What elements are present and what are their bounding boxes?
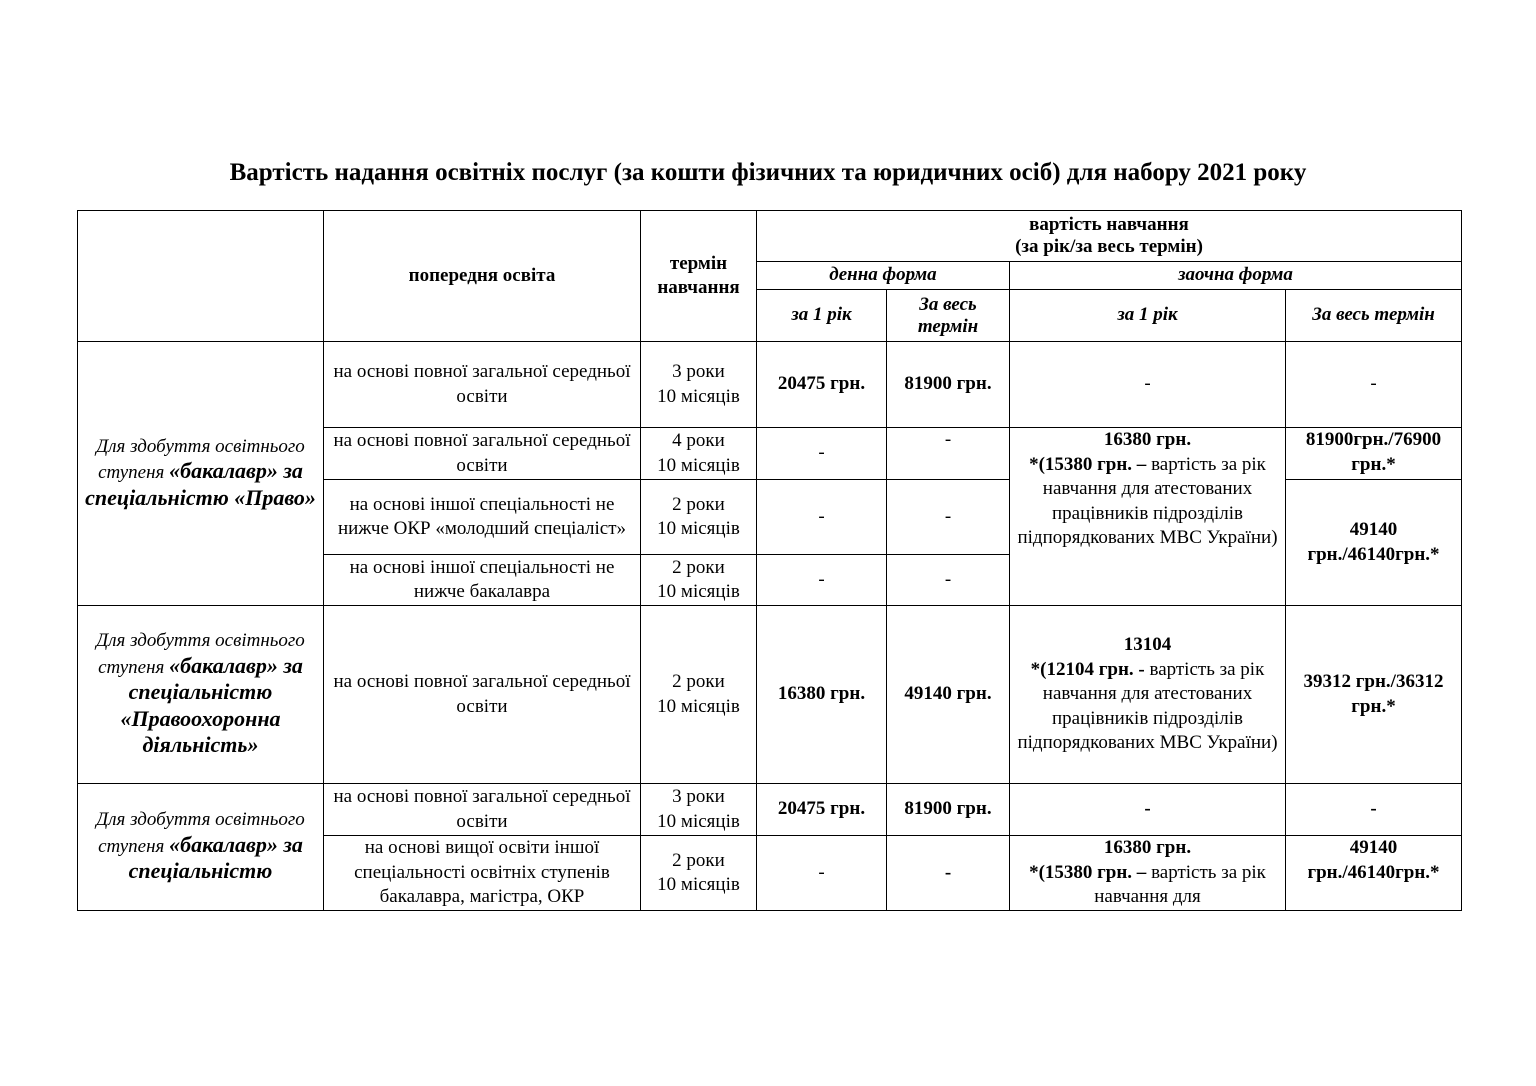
page-title: Вартість надання освітніх послуг (за кошти фізичних та юридичних осіб) для набору 2021 року <box>229 159 1307 186</box>
ext-total-cell: 49140 грн./46140грн.* <box>1286 836 1462 911</box>
term-cell: 3 роки 10 місяців <box>641 784 757 836</box>
ext-total-cell: - <box>1286 784 1462 836</box>
term-cell: 2 роки 10 місяців <box>641 606 757 784</box>
day-year-cell: 16380 грн. <box>757 606 887 784</box>
ext-total-cell: - <box>1286 342 1462 428</box>
day-year-cell: 20475 грн. <box>757 784 887 836</box>
program-label <box>78 784 324 911</box>
prev-education-cell: на основі іншої спеціальності не нижче бакалавра <box>324 555 641 606</box>
header-day-total: За весь термін <box>887 290 1010 342</box>
header-ext-year: за 1 рік <box>1010 290 1286 342</box>
day-year-cell: 20475 грн. <box>757 342 887 428</box>
header-row <box>78 211 1462 262</box>
day-total-cell: - <box>887 428 1010 480</box>
prev-education-cell: на основі повної загальної середньої освіти <box>324 784 641 836</box>
ext-year-price: 13104 *(12104 грн. - <box>1030 634 1172 680</box>
term-cell: 2 роки 10 місяців <box>641 555 757 606</box>
ext-year-cell: - <box>1010 784 1286 836</box>
day-total-cell: - <box>887 836 1010 911</box>
program-label-name: «бакалавр» за спеціальністю «Право» <box>85 458 316 510</box>
ext-year-cell <box>1010 836 1286 911</box>
header-cost: вартість навчання (за рік/за весь термін) <box>757 211 1462 262</box>
day-year-cell: - <box>757 480 887 555</box>
header-term: термін навчання <box>641 211 757 342</box>
header-empty-cell <box>78 211 324 342</box>
tuition-table <box>77 210 1462 911</box>
day-total-cell: 81900 грн. <box>887 784 1010 836</box>
term-cell: 4 роки 10 місяців <box>641 428 757 480</box>
ext-total-cell: 39312 грн./36312 грн.* <box>1286 606 1462 784</box>
prev-education-cell: на основі іншої спеціальності не нижче ОКР «молодший спеціаліст» <box>324 480 641 555</box>
table-row <box>78 606 1462 784</box>
ext-total-cell: 81900грн./76900 грн.* <box>1286 428 1462 480</box>
table-row <box>78 784 1462 836</box>
ext-year-price: 16380 грн. *(15380 грн. – <box>1029 429 1192 475</box>
term-cell: 2 роки 10 місяців <box>641 480 757 555</box>
program-label-name: «бакалавр» за спеціальністю «Правоохоронна діяльність» <box>120 652 303 758</box>
ext-year-cell <box>1010 606 1286 784</box>
program-label-prefix: Для здобуття освітнього ступеня <box>96 435 305 484</box>
day-year-cell: - <box>757 836 887 911</box>
prev-education-cell: на основі вищої освіти іншої спеціальності освітніх ступенів бакалавра, магістра, ОКР <box>324 836 641 911</box>
ext-year-note: вартість за рік навчання для <box>1094 861 1266 907</box>
ext-total-cell: 49140 грн./46140грн.* <box>1286 480 1462 606</box>
header-extramural-form: заочна форма <box>1010 262 1462 290</box>
header-ext-total: За весь термін <box>1286 290 1462 342</box>
program-label-prefix: Для здобуття освітнього ступеня <box>96 809 305 857</box>
ext-year-cell: - <box>1010 342 1286 428</box>
prev-education-cell: на основі повної загальної середньої освіти <box>324 342 641 428</box>
program-label-prefix: Для здобуття освітнього ступеня <box>96 630 305 678</box>
ext-year-note: вартість за рік навчання для атестованих працівників підрозділів підпорядкованих МВС України) <box>1017 453 1278 548</box>
ext-year-note: вартість за рік навчання для атестованих працівників підрозділів підпорядкованих МВС України) <box>1017 658 1278 754</box>
program-label <box>78 342 324 606</box>
day-year-cell: - <box>757 555 887 606</box>
program-label-name: «бакалавр» за спеціальністю <box>128 831 303 884</box>
day-total-cell: 49140 грн. <box>887 606 1010 784</box>
day-total-cell: - <box>887 555 1010 606</box>
header-day-form: денна форма <box>757 262 1010 290</box>
day-total-cell: - <box>887 480 1010 555</box>
day-year-cell: - <box>757 428 887 480</box>
program-label <box>78 606 324 784</box>
header-prev-education: попередня освіта <box>324 211 641 342</box>
prev-education-cell: на основі повної загальної середньої освіти <box>324 606 641 784</box>
prev-education-cell: на основі повної загальної середньої освіти <box>324 428 641 480</box>
term-cell: 3 роки 10 місяців <box>641 342 757 428</box>
ext-year-price: 16380 грн. *(15380 грн. – <box>1029 837 1192 883</box>
term-cell: 2 роки 10 місяців <box>641 836 757 911</box>
ext-year-cell <box>1010 428 1286 606</box>
header-day-year: за 1 рік <box>757 290 887 342</box>
day-total-cell: 81900 грн. <box>887 342 1010 428</box>
table-row <box>78 342 1462 428</box>
